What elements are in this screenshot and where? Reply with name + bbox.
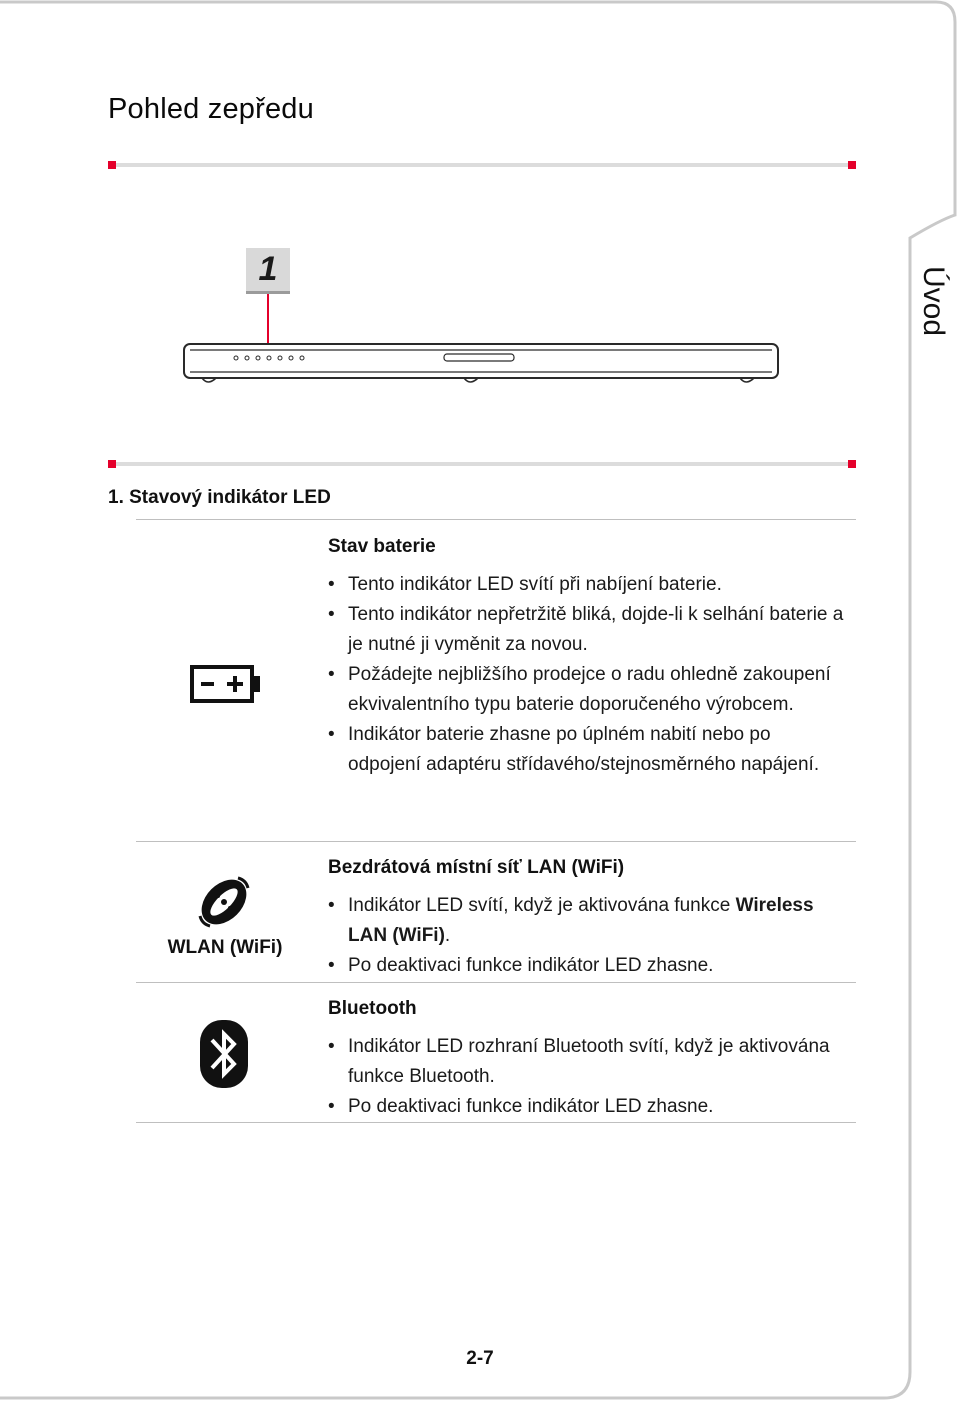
- red-marker-left: [108, 161, 116, 169]
- list-item: • Po deaktivaci funkce indikátor LED zhasne.: [328, 951, 848, 981]
- row-divider: [136, 1122, 856, 1123]
- top-divider: [108, 163, 856, 167]
- list-item: • Po deaktivaci funkce indikátor LED zhasne.: [328, 1092, 848, 1122]
- battery-status-list: [328, 570, 848, 780]
- list-item: • Tento indikátor nepřetržitě bliká, dojde-li k selhání baterie a je nutné ji vyměnit za novou.: [328, 600, 848, 660]
- row-divider: [136, 519, 856, 520]
- list-item: • Indikátor LED rozhraní Bluetooth svítí, když je aktivována funkce Bluetooth.: [328, 1032, 848, 1092]
- red-marker-left: [108, 460, 116, 468]
- page-title: Pohled zepředu: [108, 93, 314, 125]
- red-marker-right: [848, 460, 856, 468]
- bluetooth-icon: [198, 1018, 250, 1095]
- list-item: • Tento indikátor LED svítí při nabíjení baterie.: [328, 570, 848, 600]
- list-item: • Indikátor baterie zhasne po úplném nabití nebo po odpojení adaptéru střídavého/stejnosměrného napájení.: [328, 720, 848, 780]
- list-item-text: Indikátor LED svítí, když je aktivována funkce: [348, 895, 736, 916]
- row-divider: [136, 841, 856, 842]
- list-item: [328, 891, 848, 951]
- wlan-list: [328, 891, 848, 981]
- bluetooth-heading: Bluetooth: [328, 998, 417, 1019]
- bluetooth-list: [328, 1032, 848, 1122]
- laptop-front-illustration: [170, 290, 790, 390]
- battery-status-description: [328, 534, 848, 780]
- wlan-description: [328, 855, 848, 981]
- list-item-end: .: [444, 925, 451, 946]
- section-divider: [108, 462, 856, 466]
- list-item: • Požádejte nejbližšího prodejce o radu ohledně zakoupení ekvivalentního typu baterie doporučeného výrobcem.: [328, 660, 848, 720]
- list-item-bold-text: Wireless LAN (WiFi): [348, 895, 814, 946]
- wlan-icon-label: WLAN (WiFi): [167, 937, 283, 958]
- callout-number: 1: [246, 248, 290, 294]
- red-marker-right: [848, 161, 856, 169]
- page-number: 2-7: [466, 1348, 494, 1369]
- side-tab-label: Úvod: [917, 265, 950, 337]
- battery-icon: [190, 664, 262, 709]
- bluetooth-description: [328, 996, 848, 1122]
- row-divider: [136, 982, 856, 983]
- wlan-heading: Bezdrátová místní síť LAN (WiFi): [328, 857, 625, 878]
- wlan-icon: [194, 872, 254, 937]
- battery-status-heading: Stav baterie: [328, 536, 436, 557]
- section-heading: 1. Stavový indikátor LED: [108, 487, 331, 508]
